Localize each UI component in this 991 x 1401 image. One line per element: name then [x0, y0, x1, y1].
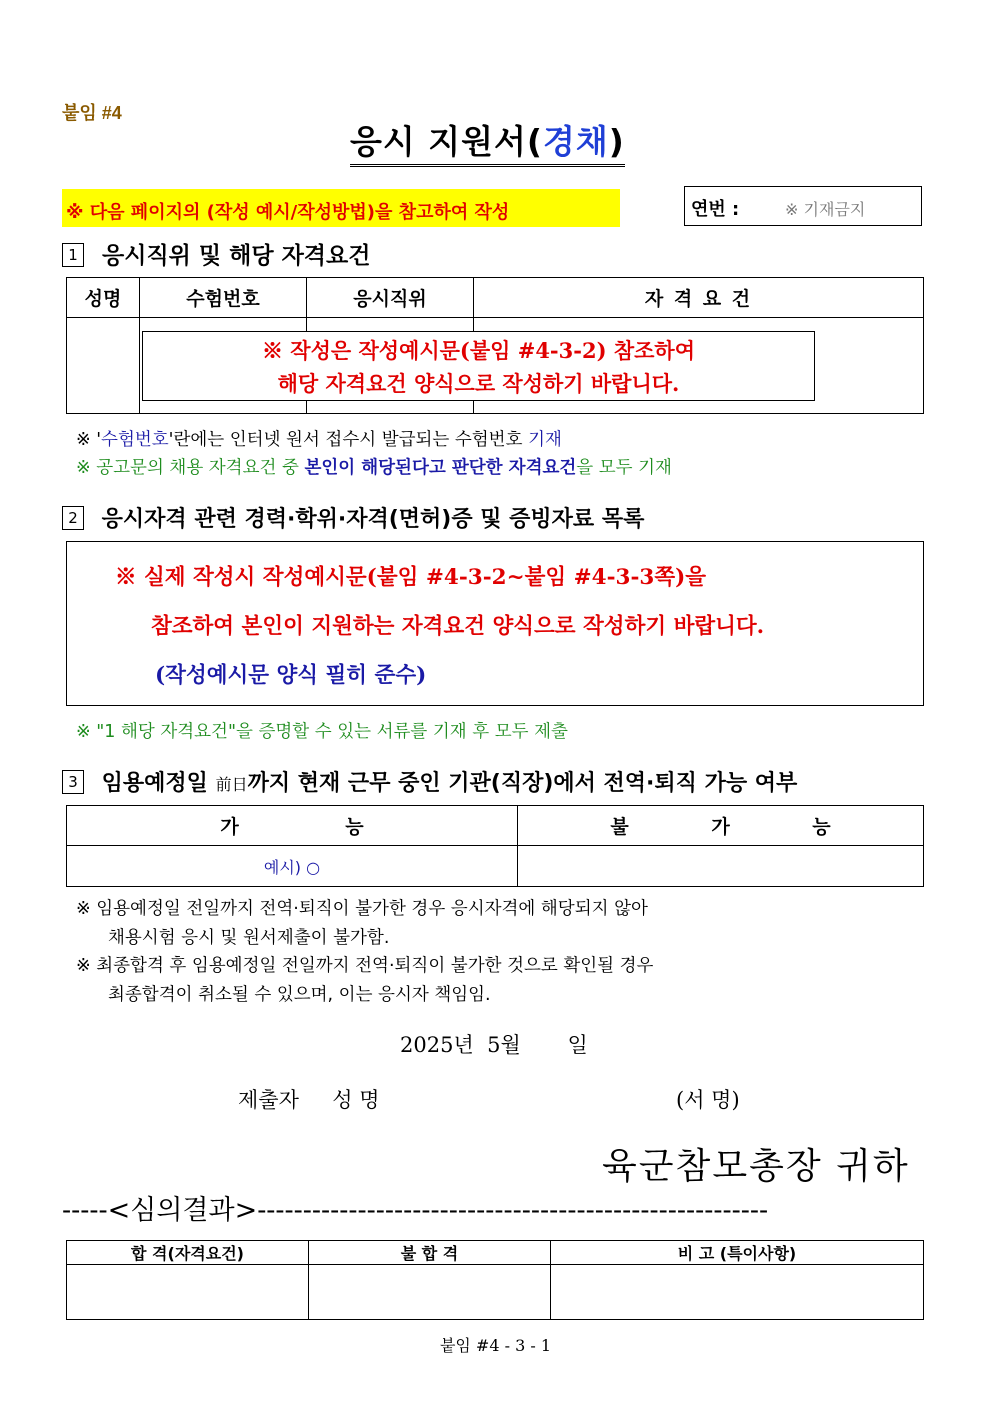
title-bracket-close: ) — [608, 122, 625, 161]
section3-table — [66, 805, 924, 887]
section2-line-2: 참조하여 본인이 지원하는 자격요건 양식으로 작성하기 바랍니다. — [151, 614, 765, 639]
recipient: 육군참모총장 귀하 — [602, 1146, 910, 1187]
col-qualification: 자 격 요 건 — [474, 278, 924, 318]
serial-box — [684, 186, 922, 226]
submitter-name-label: 제출자 성 명 — [238, 1088, 380, 1112]
note1-link: 수험번호 — [101, 430, 169, 450]
col-fail: 불 합 격 — [309, 1241, 551, 1265]
note-a-line-2: 채용시험 응시 및 원서제출이 불가함. — [108, 927, 390, 948]
col-possible: 가 능 — [67, 806, 518, 846]
title-main: 응시 지원서 — [350, 122, 527, 161]
section1-note-2 — [76, 454, 672, 479]
section3-number: 3 — [62, 770, 84, 794]
note1-mid: '란에는 인터넷 원서 접수시 발급되는 수험번호 — [168, 430, 529, 450]
section3-heading — [62, 766, 797, 797]
section2-heading — [62, 502, 644, 533]
col-impossible: 불 가 능 — [518, 806, 924, 846]
attachment-label: 붙임 #4 — [62, 103, 122, 123]
section2-line-1: ※ 실제 작성시 작성예시문(붙임 #4-3-2~붙임 #4-3-3쪽)을 — [115, 565, 707, 590]
col-name: 성명 — [67, 278, 140, 318]
cell-fail[interactable] — [309, 1265, 551, 1320]
section1-number: 1 — [62, 243, 84, 267]
serial-label: 연번 : — [691, 199, 740, 220]
section1-note-1 — [76, 426, 562, 451]
review-result-divider: -----<심의결과>-------------------------------------------------------- — [62, 1195, 769, 1226]
title-bracket-open: ( — [526, 122, 543, 161]
col-remarks: 비 고 (특이사항) — [551, 1241, 924, 1265]
example-mark: 예시) ○ — [263, 857, 321, 877]
submission-date: 2025년 5월 일 — [400, 1033, 588, 1057]
note2-prefix: ※ 공고문의 채용 자격요건 중 — [76, 458, 305, 478]
note-a-line-1: ※ 임용예정일 전일까지 전역·퇴직이 불가한 경우 응시자격에 해당되지 않아 — [76, 899, 648, 919]
note-b-line-1: ※ 최종합격 후 임용예정일 전일까지 전역·퇴직이 불가한 것으로 확인될 경우 — [76, 956, 654, 976]
cell-possible[interactable] — [67, 846, 518, 887]
col-position: 응시직위 — [307, 278, 474, 318]
signature-label: (서 명) — [676, 1088, 740, 1112]
section3-heading-small: 前日 — [215, 775, 248, 794]
cell-impossible[interactable] — [518, 846, 924, 887]
col-pass: 합 격(자격요건) — [67, 1241, 309, 1265]
note1-prefix: ※ ' — [76, 430, 102, 450]
section3-heading-a: 임용예정일 — [101, 771, 216, 796]
cell-name[interactable] — [67, 318, 140, 414]
note1-end: 기재 — [528, 430, 562, 450]
section2-box — [66, 541, 924, 706]
cell-remarks[interactable] — [551, 1265, 924, 1320]
section1-heading-text: 응시직위 및 해당 자격요건 — [102, 243, 371, 269]
section1-heading — [62, 237, 370, 270]
col-exam-number: 수험번호 — [140, 278, 307, 318]
section3-heading-b: 까지 현재 근무 중인 기관(직장)에서 전역·퇴직 가능 여부 — [247, 771, 798, 796]
title-highlight: 경채 — [542, 122, 609, 161]
section2-number: 2 — [62, 506, 84, 530]
serial-value: ※ 기재금지 — [785, 200, 866, 219]
section2-heading-text: 응시자격 관련 경력·학위·자격(면허)증 및 증빙자료 목록 — [101, 507, 645, 532]
notice-banner: ※ 다음 페이지의 (작성 예시/작성방법)을 참고하여 작성 — [62, 189, 620, 227]
note2-bold: 본인이 해당된다고 판단한 자격요건 — [304, 458, 577, 478]
section3-notes — [76, 895, 653, 1009]
review-table — [66, 1240, 924, 1320]
overlay-line-2: 해당 자격요건 양식으로 작성하기 바랍니다. — [277, 371, 680, 396]
note2-end: 을 모두 기재 — [576, 458, 672, 478]
section2-line-3: (작성예시문 양식 필히 준수) — [155, 663, 427, 688]
cell-pass[interactable] — [67, 1265, 309, 1320]
page-title — [350, 116, 625, 167]
overlay-line-1: ※ 작성은 작성예시문(붙임 #4-3-2) 참조하여 — [262, 338, 695, 363]
section1-overlay-note — [142, 331, 815, 401]
page-number: 붙임 #4 - 3 - 1 — [439, 1336, 552, 1355]
section2-note: ※ "1 해당 자격요건"을 증명할 수 있는 서류를 기재 후 모두 제출 — [76, 722, 568, 742]
note-b-line-2: 최종합격이 취소될 수 있으며, 이는 응시자 책임임. — [108, 984, 491, 1005]
